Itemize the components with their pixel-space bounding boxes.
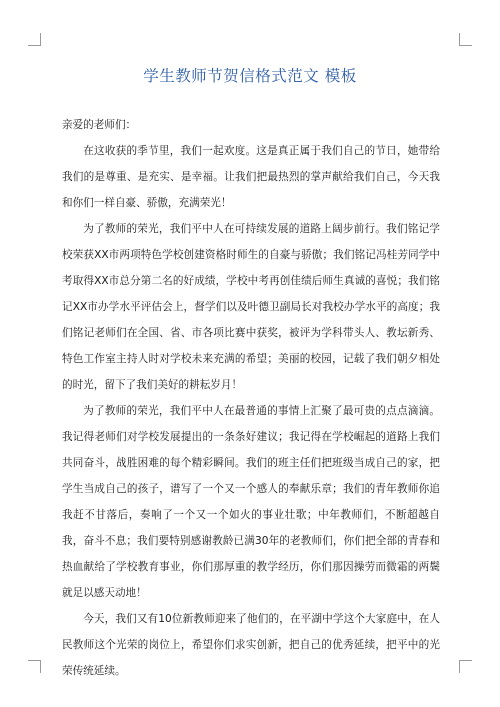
paragraph-1: 在这收获的季节里，我们一起欢度。这是真正属于我们自己的节日，她带给我们的是尊重、是充实、是幸福。让我们把最热烈的掌声献给我们自己，今天我和你们一样自豪、骄傲，充满荣光！ <box>62 145 440 209</box>
paragraph-2: 为了教师的荣光，我们平中人在可持续发展的道路上阔步前行。我们铭记学校荣获XX市两项特色学校创建资格时师生的自豪与骄傲；我们铭记冯桂芳同学中考取得XX市总分第二名的好成绩，学校中考再创佳绩后师生真诚的喜悦；我们铭记XX市办学水平评估会上，督学们以及叶德卫副局长对我校办学水平的高度；我们铭记老师们在全国、省、市各项比赛中获奖，被评为学科带头人、教坛新秀、特色工作室主持人时对学校未来充满的希望；美丽的校园，记载了我们朝夕相处的时光，留下了我们美好的耕耘岁月！ <box>62 223 440 391</box>
salutation: 亲爱的老师们： <box>62 119 137 131</box>
paragraph-4: 今天，我们又有10位新教师迎来了他们的，在平湖中学这个大家庭中，在人民教师这个光荣的岗位上，希望你们求实创新，把自己的优秀延续，把平中的光荣传统延续。 <box>62 613 440 677</box>
crop-mark-top-left <box>28 33 41 46</box>
document-body <box>62 112 440 684</box>
crop-mark-bottom-right <box>459 660 472 673</box>
document-title: 学生教师节贺信格式范文 模板 <box>143 67 357 85</box>
crop-mark-top-right <box>459 33 472 46</box>
crop-mark-bottom-left <box>28 660 41 673</box>
paragraph-3: 为了教师的荣光，我们平中人在最普通的事情上汇聚了最可贵的点点滴滴。我记得老师们对学校发展提出的一条条好建议；我记得在学校崛起的道路上我们共同奋斗，战胜困难的每个精彩瞬间。我们的班主任们把班级当成自己的家，把学生当成自己的孩子，谱写了一个又一个感人的奉献乐章；我们的青年教师你追我赶不甘落后，奏响了一个又一个如火的事业壮歌；中年教师们，不断超越自我，奋斗不息；我们要特别感谢教龄已满30年的老教师们，你们把全部的青春和热血献给了学校教育事业，你们那厚重的教学经历，你们那因操劳而微霜的两鬓就足以感天动地！ <box>62 405 440 599</box>
